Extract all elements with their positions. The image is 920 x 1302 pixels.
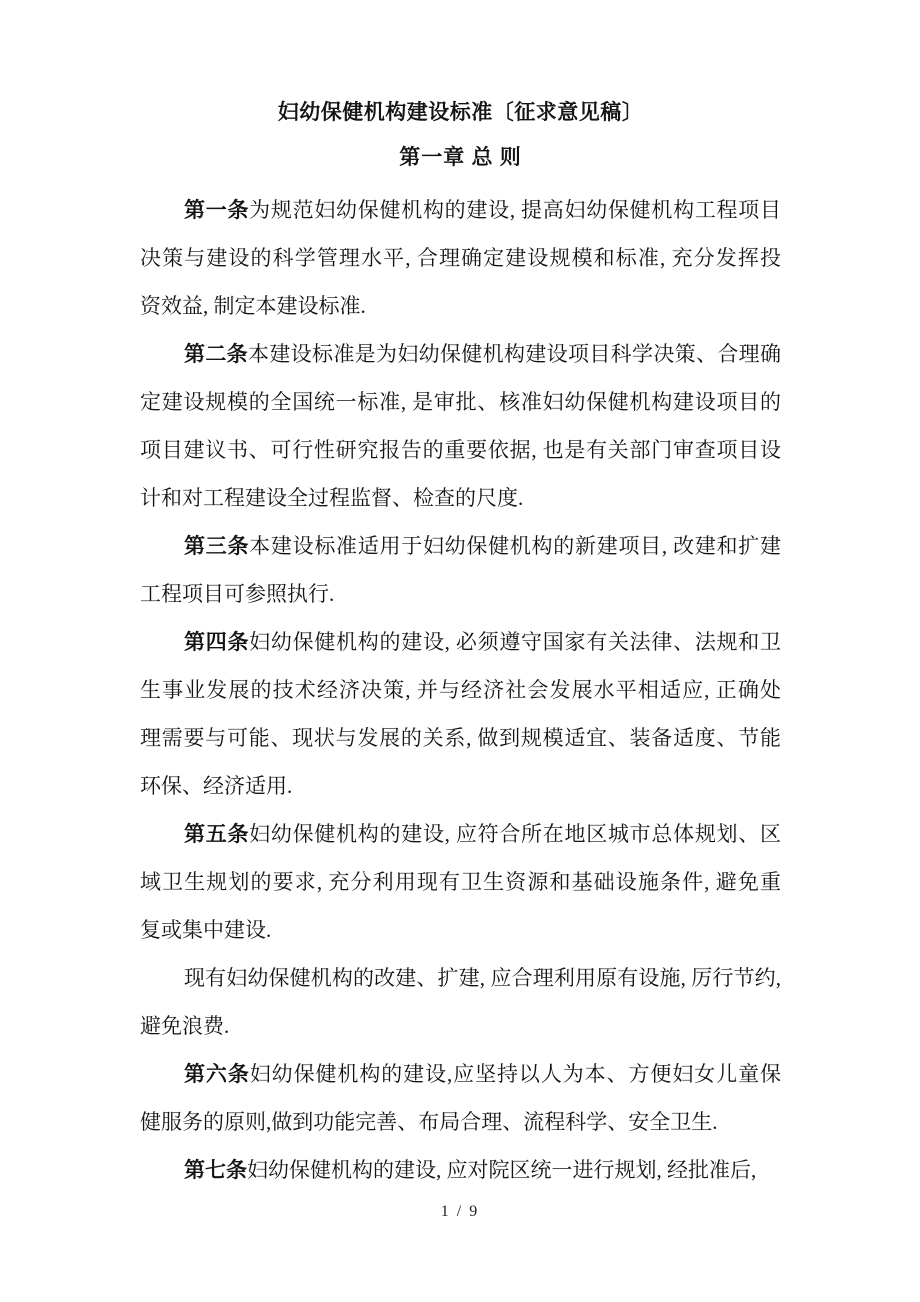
text-line: 计和对工程建设全过程监督、检查的尺度. <box>140 486 524 510</box>
chapter-heading: 第一章 总 则 <box>399 145 522 169</box>
paragraph <box>140 618 781 810</box>
article-number: 第四条 <box>184 630 250 654</box>
text-line: 第七条妇幼保健机构的建设, 应对院区统一进行规划, 经批准后, <box>184 1158 757 1182</box>
text-line: 域卫生规划的要求, 充分利用现有卫生资源和基础设施条件, 避免重 <box>140 870 781 894</box>
text-line: 复或集中建设. <box>140 918 272 942</box>
text-line: 项目建议书、可行性研究报告的重要依据, 也是有关部门审查项目设 <box>140 438 781 462</box>
text-line: 工程项目可参照执行. <box>140 582 335 606</box>
article-number: 第一条 <box>184 198 250 222</box>
paragraph <box>140 1050 781 1146</box>
paragraph <box>140 810 781 954</box>
article-number: 第五条 <box>184 822 250 846</box>
text-line: 现有妇幼保健机构的改建、扩建, 应合理利用原有设施, 厉行节约, <box>184 966 781 990</box>
text-line: 理需要与可能、现状与发展的关系, 做到规模适宜、装备适度、节能 <box>140 726 781 750</box>
text-line: 健服务的原则,做到功能完善、布局合理、流程科学、安全卫生. <box>140 1110 718 1134</box>
text-line: 第四条妇幼保健机构的建设, 必须遵守国家有关法律、法规和卫 <box>184 630 782 654</box>
text-line: 定建设规模的全国统一标准, 是审批、核准妇幼保健机构建设项目的 <box>140 390 781 414</box>
paragraphs <box>140 186 781 1194</box>
article-number: 第二条 <box>184 342 248 366</box>
page-footer <box>0 1200 920 1224</box>
paragraph <box>140 522 781 618</box>
text-line: 第一条为规范妇幼保健机构的建设, 提高妇幼保健机构工程项目 <box>184 198 782 222</box>
text-line: 决策与建设的科学管理水平, 合理确定建设规模和标准, 充分发挥投 <box>140 246 781 270</box>
article-number: 第六条 <box>184 1062 250 1086</box>
text-line: 第二条本建设标准是为妇幼保健机构建设项目科学决策、合理确 <box>184 342 781 366</box>
text-line: 第五条妇幼保健机构的建设, 应符合所在地区城市总体规划、区 <box>184 822 782 846</box>
paragraph <box>140 1146 781 1194</box>
text-line: 避免浪费. <box>140 1014 230 1038</box>
article-number: 第三条 <box>184 534 250 558</box>
text-line: 第三条本建设标准适用于妇幼保健机构的新建项目, 改建和扩建 <box>184 534 782 558</box>
paragraph <box>140 330 781 522</box>
text-line: 资效益, 制定本建设标准. <box>140 294 366 318</box>
text-line: 环保、经济适用. <box>140 774 293 798</box>
text-line: 生事业发展的技术经济决策, 并与经济社会发展水平相适应, 正确处 <box>140 678 781 702</box>
paragraph <box>140 954 781 1050</box>
document-title: 妇幼保健机构建设标准〔征求意见稿〕 <box>277 100 644 124</box>
article-number: 第七条 <box>184 1158 247 1182</box>
text-line: 第六条妇幼保健机构的建设,应坚持以人为本、方便妇女儿童保 <box>184 1062 781 1086</box>
paragraph <box>140 186 781 330</box>
page-number: 1 / 9 <box>440 1203 480 1220</box>
